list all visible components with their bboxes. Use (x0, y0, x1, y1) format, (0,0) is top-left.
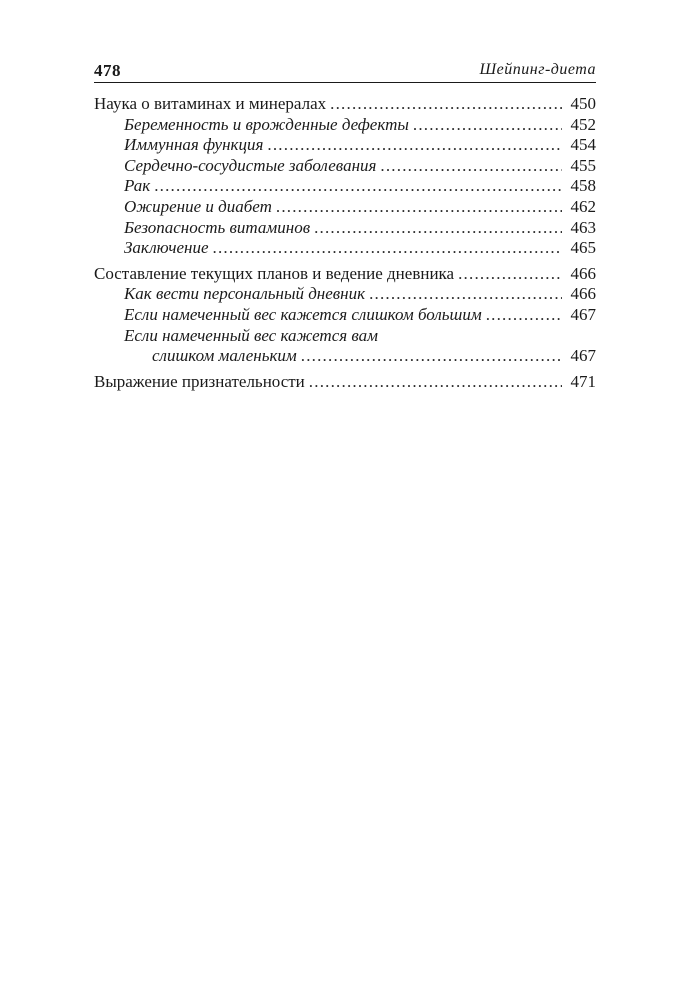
toc-entry-title: Если намеченный вес кажется вам (124, 325, 379, 345)
toc-subentry-conclusion[interactable] (94, 238, 596, 259)
toc-entry-vitamins[interactable] (94, 94, 596, 115)
toc-entry-page: 463 (570, 217, 596, 237)
toc-entry-title: Иммунная функция (124, 135, 264, 155)
toc-entry-title: Сердечно-сосудистые заболевания (124, 155, 377, 175)
dot-leader (154, 176, 562, 197)
dot-leader (458, 264, 562, 285)
page-header (94, 58, 596, 83)
toc-entry-page: 471 (570, 371, 596, 391)
dot-leader (301, 346, 562, 367)
toc-entry-title: Наука о витаминах и минералах (94, 94, 327, 113)
dot-leader (213, 238, 562, 259)
toc-entry-acknowledgements[interactable] (94, 372, 596, 393)
toc-entry-page: 466 (570, 284, 596, 304)
toc-subentry-weight-too-low[interactable] (94, 326, 596, 347)
page-number: 478 (94, 61, 121, 80)
dot-leader (267, 135, 562, 156)
toc-subentry-pregnancy[interactable] (94, 115, 596, 136)
toc-entry-page: 454 (570, 135, 596, 155)
toc-entry-page: 458 (570, 176, 596, 196)
toc-entry-page: 452 (570, 114, 596, 134)
toc-subentry-immune[interactable] (94, 135, 596, 156)
toc-entry-page: 462 (570, 196, 596, 216)
toc-entry-page: 455 (570, 155, 596, 175)
toc-entry-page: 466 (570, 263, 596, 283)
dot-leader (486, 305, 562, 326)
toc-subentry-cancer[interactable] (94, 176, 596, 197)
toc-subentry-weight-too-high[interactable] (94, 305, 596, 326)
toc-entry-page: 450 (570, 94, 596, 113)
toc-entry-title: Беременность и врожденные дефекты (124, 114, 409, 134)
toc-entry-title: Если намеченный вес кажется слишком большим (124, 304, 482, 324)
toc-subentry-safety[interactable] (94, 218, 596, 239)
table-of-contents (94, 94, 596, 392)
toc-entry-page: 467 (570, 346, 596, 366)
dot-leader (330, 94, 562, 115)
toc-entry-title: Безопасность витаминов (124, 217, 311, 237)
toc-entry-page: 467 (570, 304, 596, 324)
dot-leader (276, 197, 562, 218)
toc-subentry-obesity[interactable] (94, 197, 596, 218)
dot-leader (309, 372, 562, 393)
toc-subentry-cardio[interactable] (94, 156, 596, 177)
toc-subentry-weight-too-low-continued[interactable] (94, 346, 596, 367)
toc-entry-plans[interactable] (94, 264, 596, 285)
dot-leader (413, 115, 562, 136)
toc-entry-title: Заключение (124, 238, 209, 258)
toc-entry-title: Ожирение и диабет (124, 196, 272, 216)
toc-entry-title-continued: слишком маленьким (152, 346, 297, 366)
toc-entry-title: Выражение признательности (94, 371, 305, 391)
running-title: Шейпинг-диета (479, 61, 596, 78)
dot-leader (380, 156, 562, 177)
toc-entry-title: Составление текущих планов и ведение дневника (94, 263, 455, 283)
toc-entry-title: Как вести персональный дневник (124, 284, 366, 304)
dot-leader (369, 284, 562, 305)
toc-entry-page: 465 (570, 238, 596, 258)
toc-subentry-diary[interactable] (94, 284, 596, 305)
dot-leader (314, 218, 562, 239)
toc-entry-title: Рак (124, 176, 151, 196)
